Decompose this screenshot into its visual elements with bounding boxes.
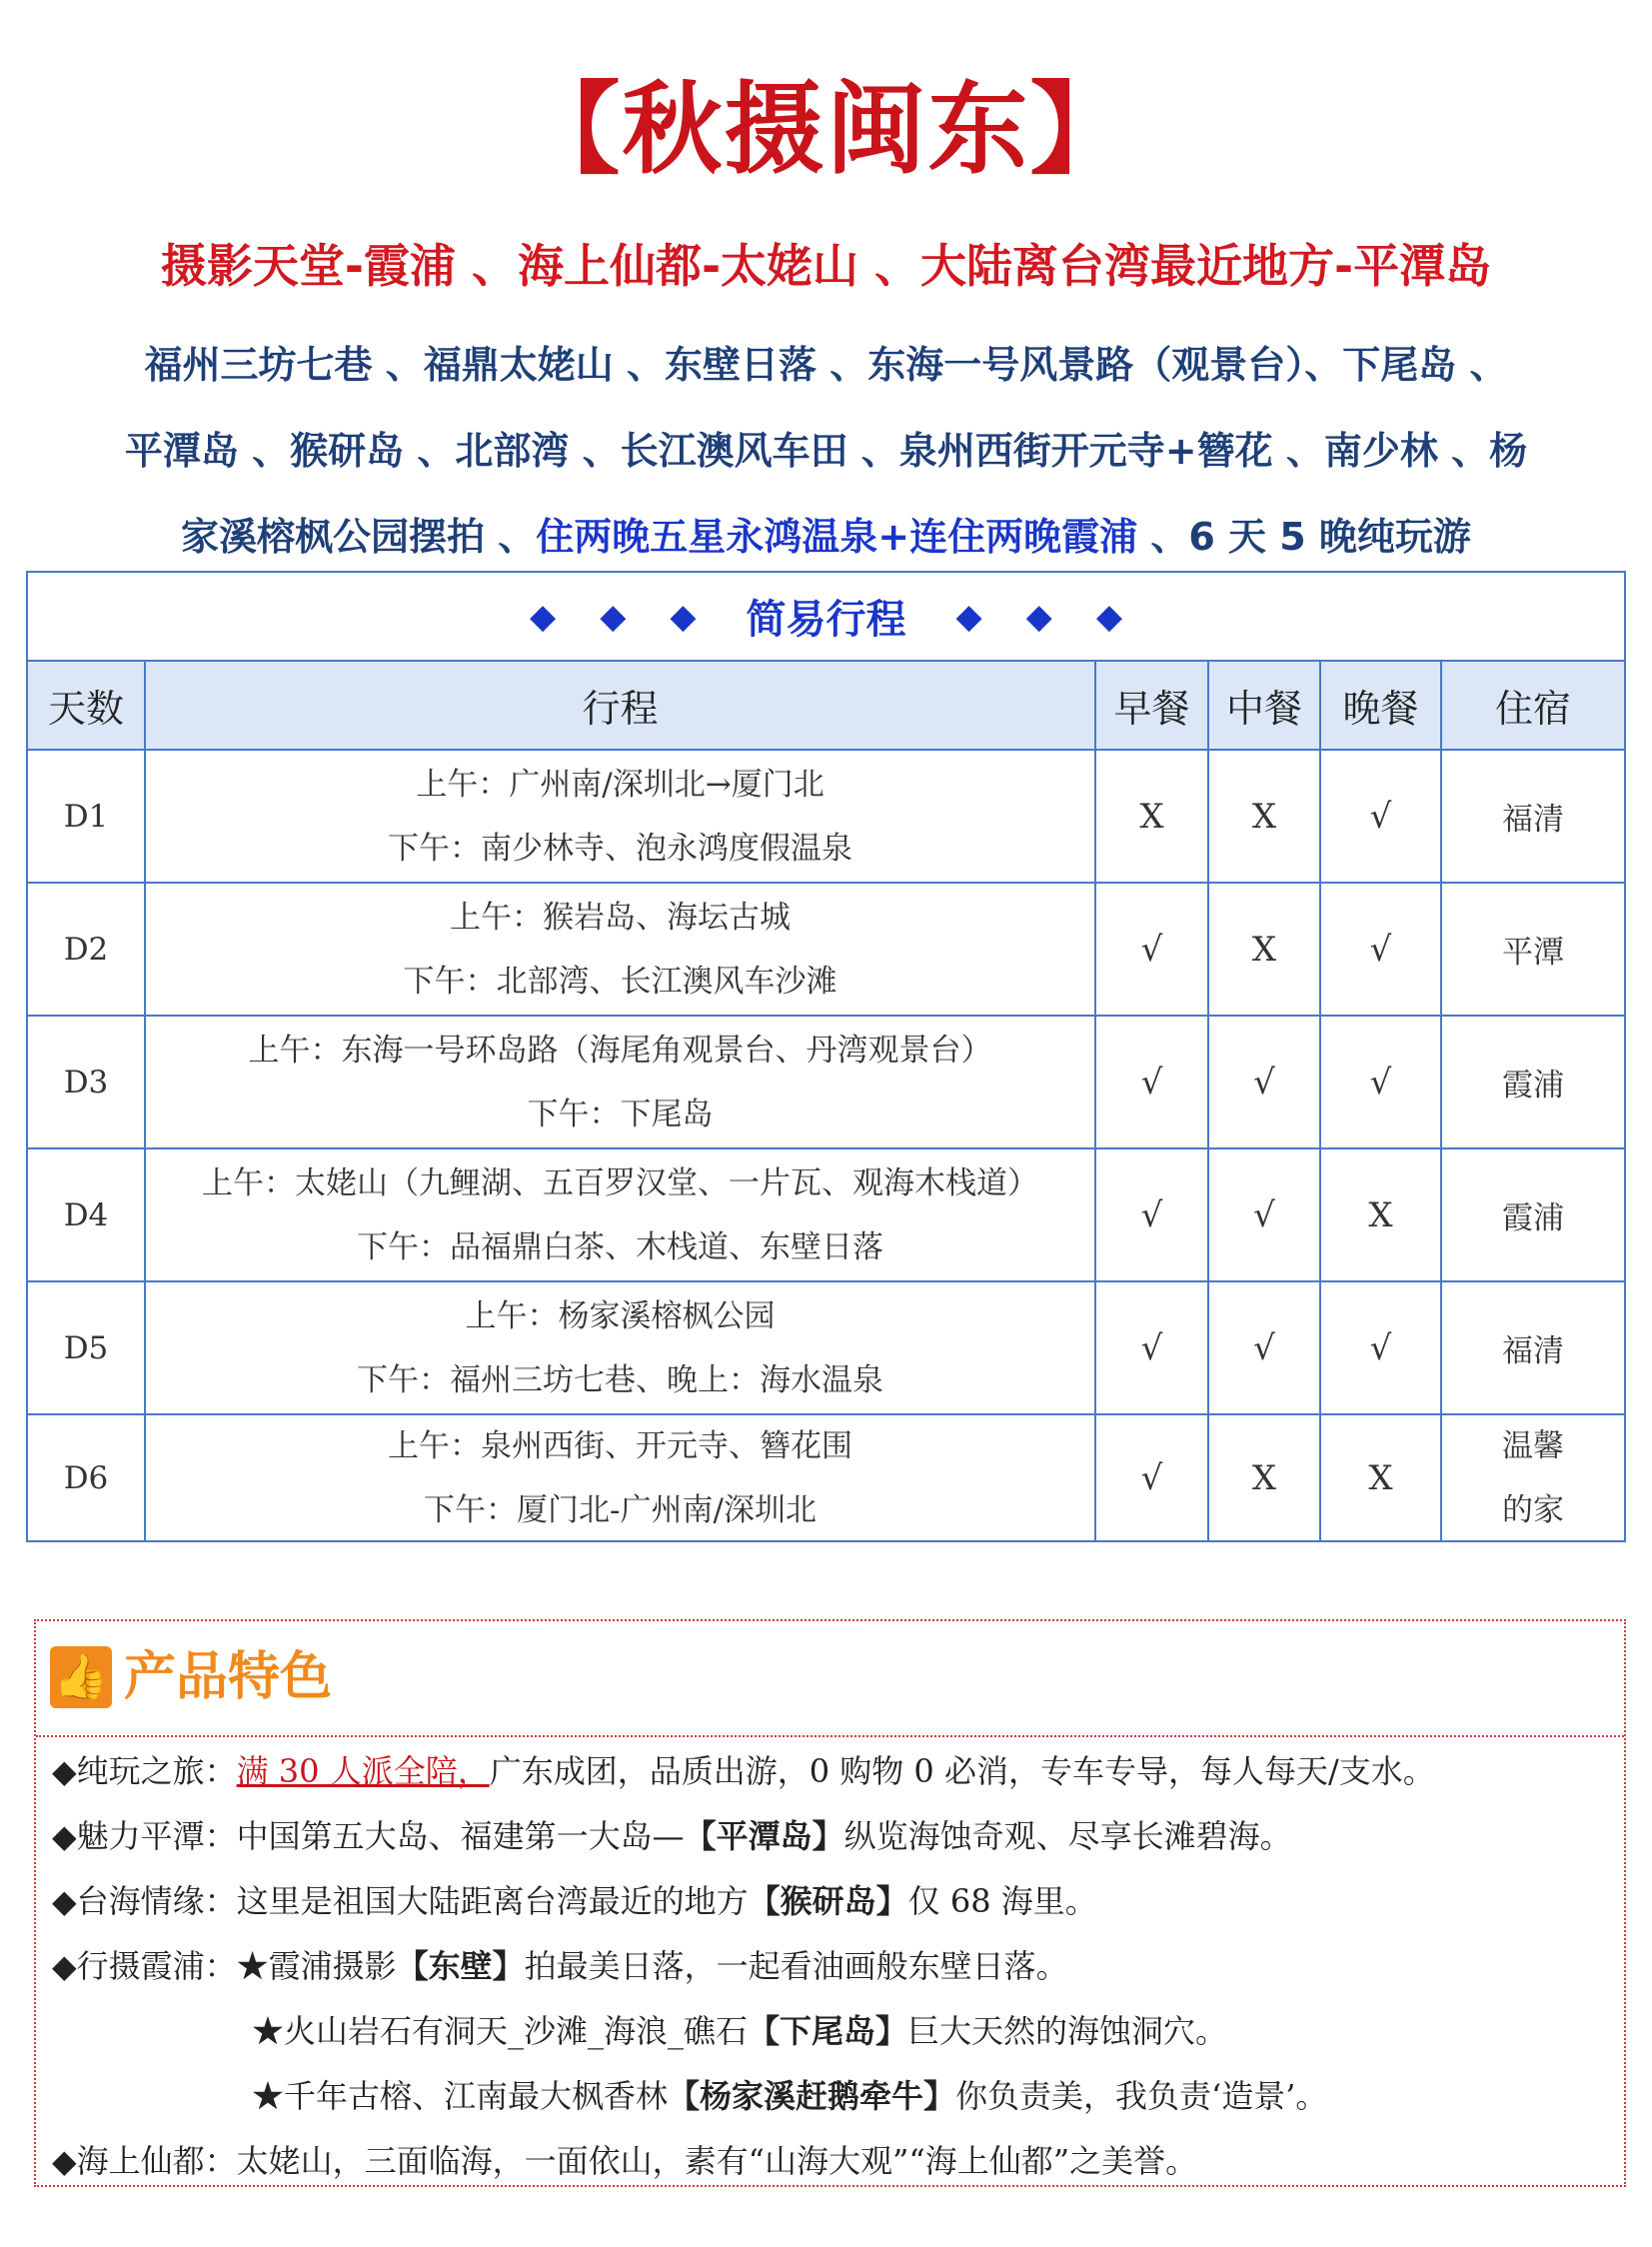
feature-label: ◆海上仙都： [52, 2142, 237, 2180]
feature-text: 仅 68 海里。 [907, 1882, 1097, 1920]
dinner-cell: √ [1321, 1017, 1442, 1147]
intro-line [90, 494, 1562, 580]
route-am: 上午：广州南/深圳北→厦门北 [416, 766, 825, 803]
stay-cell: 霞浦 [1502, 1200, 1564, 1236]
lunch-cell: X [1209, 751, 1321, 882]
feature-text: ★千年古榕、江南最大枫香林 [252, 2077, 669, 2115]
feature-text: 纵览海蚀奇观、尽享长滩碧海。 [843, 1817, 1292, 1855]
table-header-row [28, 662, 1624, 751]
route-cell [146, 1282, 1096, 1413]
table-row [28, 1017, 1624, 1149]
feature-item [52, 1739, 1611, 1804]
itinerary-table [26, 571, 1626, 1542]
diamond-icon: ◆ [1095, 596, 1122, 637]
route-am: 上午：太姥山（九鲤湖、五百罗汉堂、一片瓦、观海木栈道） [202, 1164, 1038, 1201]
feature-bold: 【杨家溪赶鹅牵牛】 [668, 2077, 956, 2115]
itinerary-heading-text: 简易行程 [746, 597, 906, 643]
intro-text: 家溪榕枫公园摆拍 、 [181, 515, 537, 559]
feature-text: 太姥山，三面临海，一面依山，素有“山海大观”“海上仙都”之美誉。 [236, 2142, 1198, 2180]
table-row [28, 1282, 1624, 1415]
day-cell: D1 [28, 751, 146, 882]
feature-text: ★霞浦摄影 [236, 1947, 397, 1985]
header-cell: 中餐 [1209, 662, 1321, 749]
header-cell: 晚餐 [1321, 662, 1442, 749]
feature-bold: 【平潭岛】 [684, 1817, 844, 1855]
feature-item [52, 1999, 1611, 2064]
route-pm: 下午：厦门北-广州南/深圳北 [424, 1491, 817, 1528]
route-pm: 下午：南少林寺、泡永鸿度假温泉 [388, 830, 852, 867]
route-am: 上午：杨家溪榕枫公园 [465, 1297, 776, 1334]
lunch-cell: √ [1209, 1282, 1321, 1413]
dinner-cell: √ [1321, 751, 1442, 882]
breakfast-cell: X [1096, 751, 1209, 882]
lunch-cell: √ [1209, 1149, 1321, 1280]
route-cell [146, 1017, 1096, 1147]
feature-label: ◆行摄霞浦： [52, 1947, 237, 1985]
lunch-cell: √ [1209, 1017, 1321, 1147]
stay-cell: 福清 [1502, 802, 1564, 838]
diamond-icon: ◆ [1025, 596, 1052, 637]
feature-label: ◆魅力平潭： [52, 1817, 237, 1855]
features-box [34, 1619, 1626, 2187]
route-am: 上午：猴岩岛、海坛古城 [450, 899, 791, 936]
intro-text: 、6 天 5 晚纯玩游 [1137, 515, 1471, 559]
dinner-cell: X [1321, 1149, 1442, 1280]
route-cell [146, 884, 1096, 1015]
table-row [28, 751, 1624, 884]
day-cell: D5 [28, 1282, 146, 1413]
lunch-cell: X [1209, 884, 1321, 1015]
dinner-cell: √ [1321, 1282, 1442, 1413]
day-cell: D4 [28, 1149, 146, 1280]
route-am: 上午：泉州西街、开元寺、簪花围 [388, 1427, 852, 1464]
feature-bold: 【东壁】 [396, 1947, 525, 1985]
feature-highlight: 满 30 人派全陪， [236, 1752, 490, 1790]
lunch-cell: X [1209, 1415, 1321, 1540]
route-pm: 下午：福州三坊七巷、晚上：海水温泉 [357, 1361, 883, 1398]
feature-text: 中国第五大岛、福建第一大岛— [236, 1817, 685, 1855]
stay-cell: 温馨的家 [1502, 1427, 1564, 1528]
diamond-icon: ◆ [600, 596, 627, 637]
breakfast-cell: √ [1096, 1149, 1209, 1280]
intro-line: 平潭岛 、猴研岛 、北部湾 、长江澳风车田 、泉州西街开元寺+簪花 、南少林 、杨 [124, 429, 1528, 473]
feature-item [52, 2129, 1611, 2194]
breakfast-cell: √ [1096, 1282, 1209, 1413]
diamond-icon: ◆ [530, 596, 557, 637]
header-cell: 早餐 [1096, 662, 1209, 749]
table-row [28, 884, 1624, 1017]
feature-item [52, 1934, 1611, 1999]
dinner-cell: √ [1321, 884, 1442, 1015]
day-cell: D2 [28, 884, 146, 1015]
feature-text: 你负责美，我负责‘造景’。 [955, 2077, 1328, 2115]
breakfast-cell: √ [1096, 884, 1209, 1015]
breakfast-cell: √ [1096, 1415, 1209, 1540]
features-header [36, 1621, 1624, 1737]
breakfast-cell: √ [1096, 1017, 1209, 1147]
route-am: 上午：东海一号环岛路（海尾角观景台、丹湾观景台） [248, 1032, 992, 1069]
stay-cell: 霞浦 [1502, 1068, 1564, 1104]
feature-item [52, 2064, 1611, 2129]
thumbs-up-icon: 👍 [50, 1646, 112, 1708]
feature-text: 广东成团，品质出游，0 购物 0 必消，专车专导，每人每天/支水。 [489, 1752, 1435, 1790]
subtitle: 摄影天堂-霞浦 、海上仙都-太姥山 、大陆离台湾最近地方-平潭岛 [160, 239, 1492, 293]
feature-text: 这里是祖国大陆距离台湾最近的地方 [236, 1882, 749, 1920]
table-row [28, 1415, 1624, 1540]
dinner-cell: X [1321, 1415, 1442, 1540]
intro-highlight: 住两晚五星永鸿温泉+连住两晚霞浦 [536, 515, 1138, 559]
feature-bold: 【猴研岛】 [748, 1882, 908, 1920]
feature-text: 拍最美日落，一起看油画般东壁日落。 [524, 1947, 1068, 1985]
header-cell: 天数 [28, 662, 146, 749]
feature-text: 巨大天然的海蚀洞穴。 [907, 2012, 1228, 2050]
route-cell [146, 1149, 1096, 1280]
diamond-icon: ◆ [955, 596, 982, 637]
table-row [28, 1149, 1624, 1282]
itinerary-heading [28, 573, 1624, 662]
diamond-icon: ◆ [670, 596, 697, 637]
features-list [52, 1739, 1611, 2194]
feature-label: ◆纯玩之旅： [52, 1752, 237, 1790]
header-cell: 住宿 [1494, 687, 1571, 731]
feature-bold: 【下尾岛】 [748, 2012, 908, 2050]
route-cell [146, 751, 1096, 882]
stay-cell: 平潭 [1502, 935, 1564, 971]
intro-paragraph [90, 322, 1562, 580]
day-cell: D6 [28, 1415, 146, 1540]
route-pm: 下午：下尾岛 [527, 1096, 714, 1132]
features-title: 产品特色 [124, 1647, 333, 1707]
feature-label: ◆台海情缘： [52, 1882, 237, 1920]
feature-item [52, 1869, 1611, 1934]
feature-text: ★火山岩石有洞天_沙滩_海浪_礁石 [252, 2012, 749, 2050]
feature-item [52, 1804, 1611, 1869]
stay-cell: 福清 [1502, 1333, 1564, 1369]
route-pm: 下午：品福鼎白茶、木栈道、东壁日落 [357, 1228, 883, 1265]
route-cell [146, 1415, 1096, 1540]
day-cell: D3 [28, 1017, 146, 1147]
header-cell: 行程 [146, 662, 1096, 749]
intro-line: 福州三坊七巷 、福鼎太姥山 、东壁日落 、东海一号风景路（观景台）、下尾岛 、 [144, 343, 1508, 387]
page-title: 【秋摄闽东】 [520, 71, 1132, 188]
route-pm: 下午：北部湾、长江澳风车沙滩 [403, 963, 837, 1000]
